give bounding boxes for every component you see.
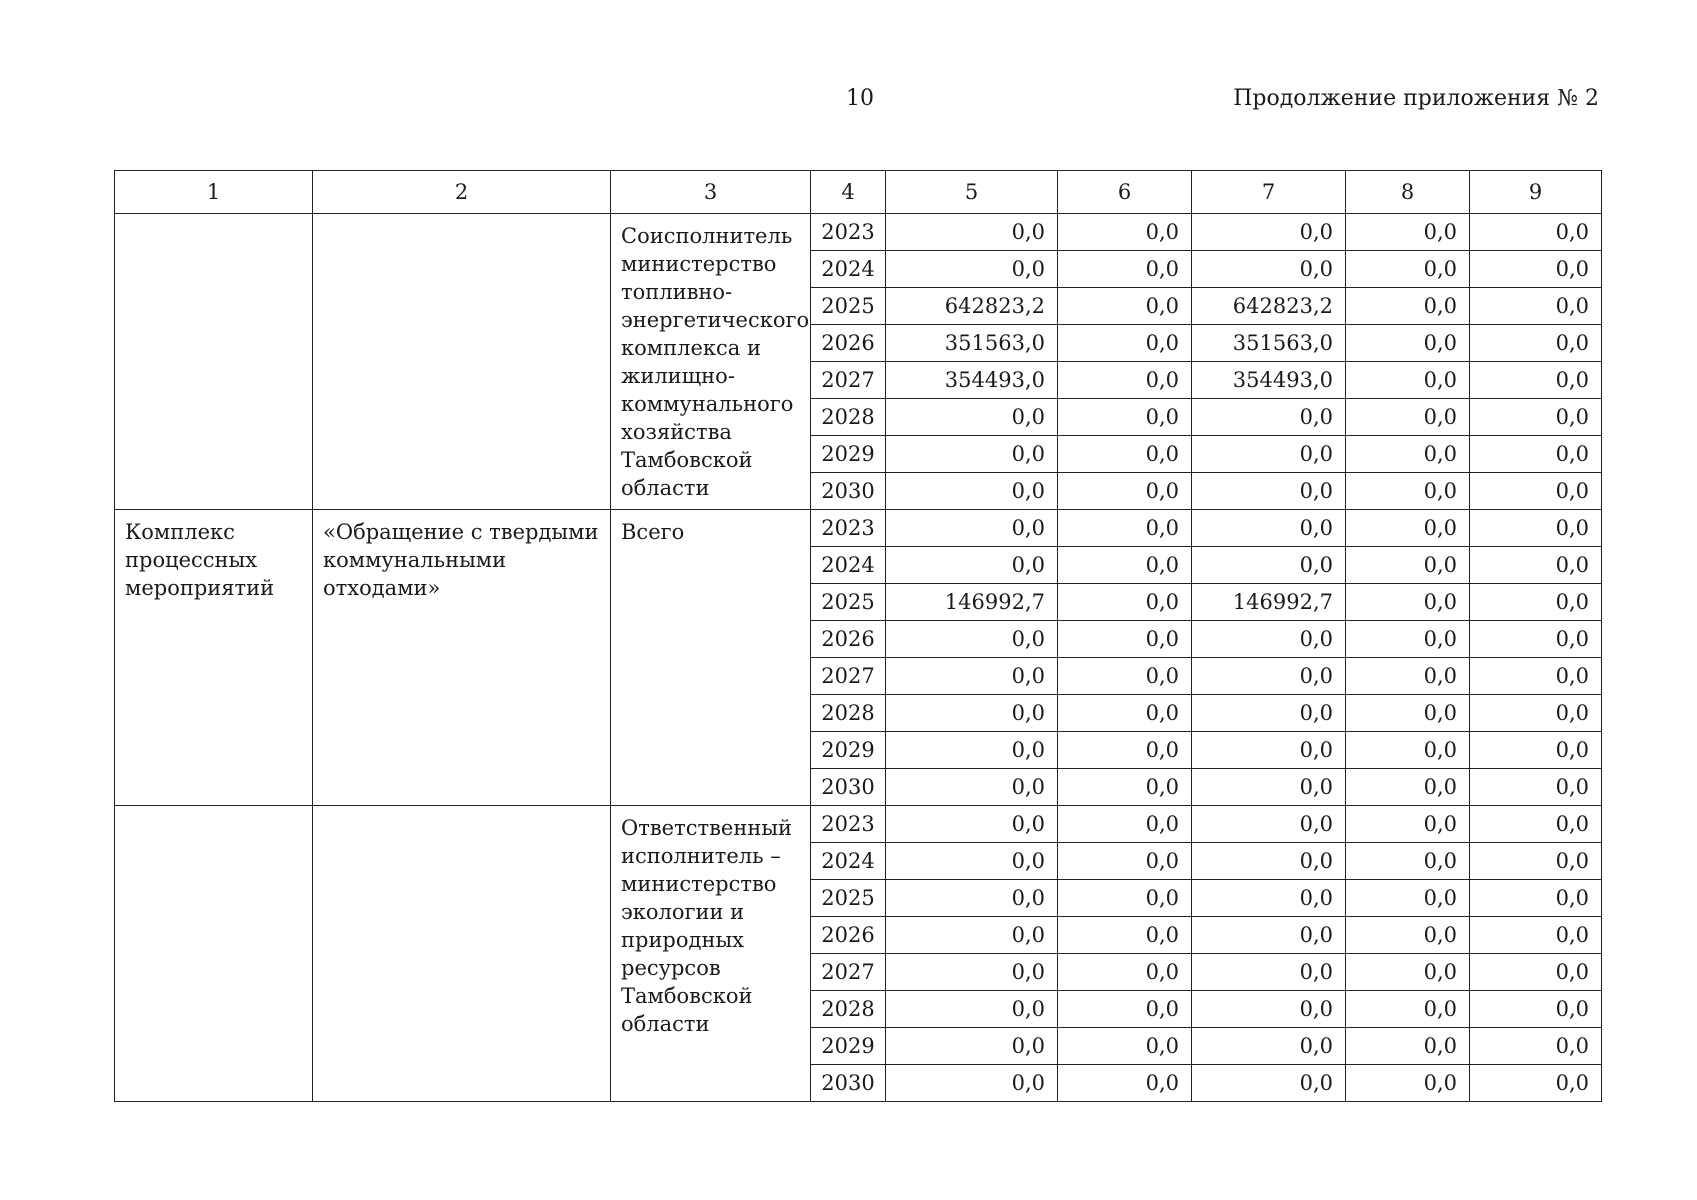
executor-cell: Соисполнитель министерство топливно-энергетического комплекса и жилищно-коммунального хозяйства Тамбовской области	[611, 214, 811, 510]
value-cell-7: 146992,7	[1192, 584, 1346, 621]
value-cell-5: 0,0	[886, 732, 1058, 769]
value-cell-8: 0,0	[1346, 732, 1470, 769]
value-cell-7: 0,0	[1192, 399, 1346, 436]
value-cell-7: 0,0	[1192, 806, 1346, 843]
value-cell-6: 0,0	[1058, 547, 1192, 584]
value-cell-9: 0,0	[1470, 214, 1602, 251]
value-cell-5: 0,0	[886, 473, 1058, 510]
value-cell-7: 0,0	[1192, 436, 1346, 473]
value-cell-7: 351563,0	[1192, 325, 1346, 362]
value-cell-9: 0,0	[1470, 547, 1602, 584]
value-cell-9: 0,0	[1470, 769, 1602, 806]
program-name-cell	[313, 806, 611, 1102]
column-number-row	[115, 171, 1602, 214]
value-cell-7: 0,0	[1192, 732, 1346, 769]
value-cell-5: 0,0	[886, 399, 1058, 436]
year-cell: 2028	[811, 695, 886, 732]
value-cell-8: 0,0	[1346, 399, 1470, 436]
value-cell-8: 0,0	[1346, 695, 1470, 732]
program-name-cell: «Обращение с твердыми коммунальными отходами»	[313, 510, 611, 806]
value-cell-5: 0,0	[886, 917, 1058, 954]
value-cell-9: 0,0	[1470, 288, 1602, 325]
value-cell-9: 0,0	[1470, 621, 1602, 658]
year-cell: 2027	[811, 362, 886, 399]
value-cell-8: 0,0	[1346, 991, 1470, 1028]
year-cell: 2027	[811, 658, 886, 695]
value-cell-8: 0,0	[1346, 1065, 1470, 1102]
value-cell-8: 0,0	[1346, 214, 1470, 251]
value-cell-6: 0,0	[1058, 362, 1192, 399]
table-row	[115, 214, 1602, 251]
value-cell-7: 642823,2	[1192, 288, 1346, 325]
value-cell-5: 0,0	[886, 251, 1058, 288]
value-cell-5: 0,0	[886, 436, 1058, 473]
year-cell: 2030	[811, 473, 886, 510]
year-cell: 2028	[811, 991, 886, 1028]
value-cell-8: 0,0	[1346, 1028, 1470, 1065]
value-cell-8: 0,0	[1346, 362, 1470, 399]
value-cell-5: 0,0	[886, 658, 1058, 695]
value-cell-8: 0,0	[1346, 325, 1470, 362]
value-cell-8: 0,0	[1346, 473, 1470, 510]
year-cell: 2027	[811, 954, 886, 991]
value-cell-7: 0,0	[1192, 991, 1346, 1028]
value-cell-5: 0,0	[886, 695, 1058, 732]
table-row	[115, 510, 1602, 547]
year-cell: 2026	[811, 325, 886, 362]
column-number-8: 8	[1346, 171, 1470, 214]
year-cell: 2024	[811, 547, 886, 584]
value-cell-7: 0,0	[1192, 658, 1346, 695]
value-cell-9: 0,0	[1470, 473, 1602, 510]
program-type-cell	[115, 806, 313, 1102]
value-cell-9: 0,0	[1470, 399, 1602, 436]
year-cell: 2023	[811, 214, 886, 251]
value-cell-7: 0,0	[1192, 214, 1346, 251]
value-cell-7: 0,0	[1192, 880, 1346, 917]
year-cell: 2026	[811, 621, 886, 658]
value-cell-5: 0,0	[886, 1065, 1058, 1102]
value-cell-6: 0,0	[1058, 288, 1192, 325]
year-cell: 2025	[811, 288, 886, 325]
value-cell-9: 0,0	[1470, 510, 1602, 547]
table-row	[115, 806, 1602, 843]
value-cell-5: 0,0	[886, 214, 1058, 251]
value-cell-8: 0,0	[1346, 288, 1470, 325]
value-cell-6: 0,0	[1058, 658, 1192, 695]
value-cell-6: 0,0	[1058, 917, 1192, 954]
value-cell-9: 0,0	[1470, 658, 1602, 695]
value-cell-7: 354493,0	[1192, 362, 1346, 399]
funding-table	[114, 170, 1602, 1102]
value-cell-9: 0,0	[1470, 584, 1602, 621]
year-cell: 2024	[811, 251, 886, 288]
value-cell-6: 0,0	[1058, 325, 1192, 362]
program-type-cell: Комплекс процессных мероприятий	[115, 510, 313, 806]
value-cell-8: 0,0	[1346, 843, 1470, 880]
program-type-cell	[115, 214, 313, 510]
executor-cell: Всего	[611, 510, 811, 806]
value-cell-6: 0,0	[1058, 621, 1192, 658]
value-cell-5: 0,0	[886, 991, 1058, 1028]
value-cell-6: 0,0	[1058, 806, 1192, 843]
value-cell-5: 146992,7	[886, 584, 1058, 621]
value-cell-9: 0,0	[1470, 954, 1602, 991]
column-number-3: 3	[611, 171, 811, 214]
value-cell-5: 0,0	[886, 806, 1058, 843]
table-header	[115, 171, 1602, 214]
value-cell-8: 0,0	[1346, 251, 1470, 288]
value-cell-9: 0,0	[1470, 1028, 1602, 1065]
value-cell-6: 0,0	[1058, 251, 1192, 288]
value-cell-6: 0,0	[1058, 473, 1192, 510]
executor-cell: Ответственный исполнитель – министерство экологии и природных ресурсов Тамбовской области	[611, 806, 811, 1102]
value-cell-5: 354493,0	[886, 362, 1058, 399]
value-cell-8: 0,0	[1346, 584, 1470, 621]
value-cell-9: 0,0	[1470, 362, 1602, 399]
value-cell-8: 0,0	[1346, 547, 1470, 584]
value-cell-7: 0,0	[1192, 954, 1346, 991]
value-cell-7: 0,0	[1192, 1028, 1346, 1065]
column-number-9: 9	[1470, 171, 1602, 214]
column-number-4: 4	[811, 171, 886, 214]
year-cell: 2023	[811, 510, 886, 547]
year-cell: 2024	[811, 843, 886, 880]
value-cell-6: 0,0	[1058, 769, 1192, 806]
value-cell-6: 0,0	[1058, 436, 1192, 473]
value-cell-6: 0,0	[1058, 510, 1192, 547]
value-cell-8: 0,0	[1346, 917, 1470, 954]
value-cell-9: 0,0	[1470, 732, 1602, 769]
value-cell-9: 0,0	[1470, 695, 1602, 732]
column-number-5: 5	[886, 171, 1058, 214]
year-cell: 2025	[811, 584, 886, 621]
program-name-cell	[313, 214, 611, 510]
value-cell-9: 0,0	[1470, 843, 1602, 880]
value-cell-6: 0,0	[1058, 880, 1192, 917]
appendix-continuation-note: Продолжение приложения № 2	[1233, 86, 1599, 111]
page-number: 10	[846, 86, 874, 111]
column-number-7: 7	[1192, 171, 1346, 214]
value-cell-9: 0,0	[1470, 806, 1602, 843]
value-cell-6: 0,0	[1058, 843, 1192, 880]
value-cell-7: 0,0	[1192, 510, 1346, 547]
year-cell: 2030	[811, 1065, 886, 1102]
value-cell-5: 0,0	[886, 843, 1058, 880]
column-number-1: 1	[115, 171, 313, 214]
value-cell-8: 0,0	[1346, 658, 1470, 695]
value-cell-9: 0,0	[1470, 251, 1602, 288]
value-cell-6: 0,0	[1058, 732, 1192, 769]
value-cell-8: 0,0	[1346, 436, 1470, 473]
value-cell-6: 0,0	[1058, 991, 1192, 1028]
value-cell-5: 0,0	[886, 769, 1058, 806]
value-cell-6: 0,0	[1058, 695, 1192, 732]
year-cell: 2029	[811, 1028, 886, 1065]
value-cell-5: 0,0	[886, 1028, 1058, 1065]
value-cell-7: 0,0	[1192, 1065, 1346, 1102]
value-cell-7: 0,0	[1192, 843, 1346, 880]
value-cell-7: 0,0	[1192, 917, 1346, 954]
value-cell-7: 0,0	[1192, 695, 1346, 732]
value-cell-8: 0,0	[1346, 769, 1470, 806]
value-cell-9: 0,0	[1470, 325, 1602, 362]
value-cell-7: 0,0	[1192, 547, 1346, 584]
value-cell-6: 0,0	[1058, 399, 1192, 436]
year-cell: 2023	[811, 806, 886, 843]
year-cell: 2029	[811, 436, 886, 473]
value-cell-8: 0,0	[1346, 880, 1470, 917]
value-cell-9: 0,0	[1470, 917, 1602, 954]
column-number-2: 2	[313, 171, 611, 214]
value-cell-9: 0,0	[1470, 1065, 1602, 1102]
value-cell-5: 351563,0	[886, 325, 1058, 362]
value-cell-9: 0,0	[1470, 880, 1602, 917]
value-cell-5: 0,0	[886, 954, 1058, 991]
year-cell: 2029	[811, 732, 886, 769]
value-cell-5: 642823,2	[886, 288, 1058, 325]
value-cell-6: 0,0	[1058, 1028, 1192, 1065]
value-cell-7: 0,0	[1192, 621, 1346, 658]
value-cell-8: 0,0	[1346, 954, 1470, 991]
value-cell-8: 0,0	[1346, 621, 1470, 658]
year-cell: 2030	[811, 769, 886, 806]
value-cell-8: 0,0	[1346, 806, 1470, 843]
column-number-6: 6	[1058, 171, 1192, 214]
value-cell-5: 0,0	[886, 510, 1058, 547]
value-cell-9: 0,0	[1470, 991, 1602, 1028]
value-cell-7: 0,0	[1192, 251, 1346, 288]
value-cell-6: 0,0	[1058, 584, 1192, 621]
value-cell-9: 0,0	[1470, 436, 1602, 473]
value-cell-6: 0,0	[1058, 214, 1192, 251]
value-cell-7: 0,0	[1192, 769, 1346, 806]
value-cell-5: 0,0	[886, 880, 1058, 917]
value-cell-6: 0,0	[1058, 954, 1192, 991]
value-cell-5: 0,0	[886, 621, 1058, 658]
value-cell-7: 0,0	[1192, 473, 1346, 510]
value-cell-5: 0,0	[886, 547, 1058, 584]
table-body	[115, 214, 1602, 1102]
year-cell: 2028	[811, 399, 886, 436]
value-cell-6: 0,0	[1058, 1065, 1192, 1102]
value-cell-8: 0,0	[1346, 510, 1470, 547]
year-cell: 2026	[811, 917, 886, 954]
year-cell: 2025	[811, 880, 886, 917]
